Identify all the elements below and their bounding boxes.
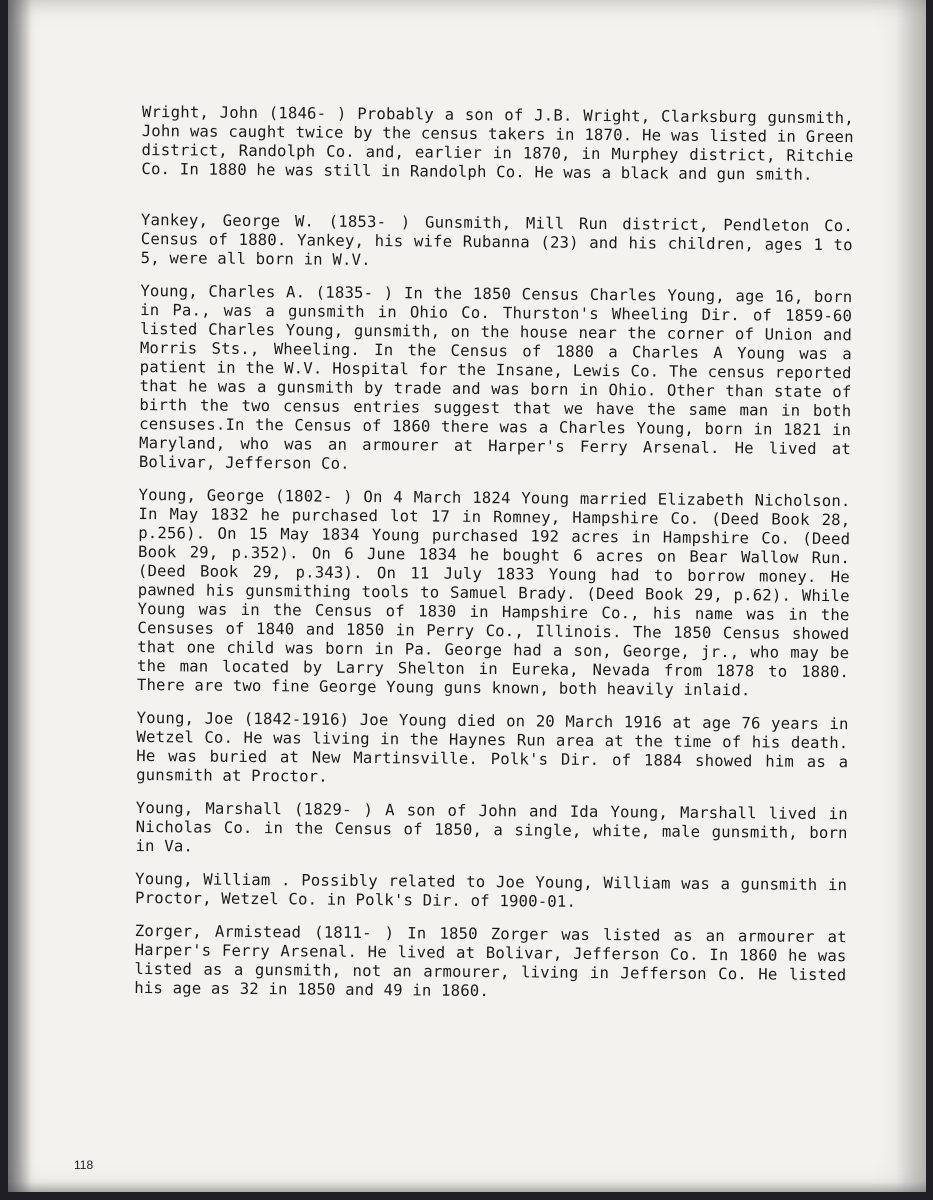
book-page bbox=[8, 0, 926, 1192]
entry-yankey-george: Yankey, George W. (1853- ) Gunsmith, Mill Run district, Pendleton Co. Census of 1880. Yankey, his wife Rubanna (23) and his children, ages 1 to 5, were all born in W.V. bbox=[140, 210, 854, 270]
entry-young-joe: Young, Joe (1842-1916) Joe Young died on 20 March 1916 at age 76 years in Wetzel Co. He was living in the Haynes Run area at the time of his death. He was buried at New Martinsville. Polk's Dir. of 1884 showed him as a gunsmith at Proctor. bbox=[136, 708, 849, 786]
page-body bbox=[134, 103, 854, 1018]
page-edge-shadow bbox=[896, 0, 926, 1192]
binding-shadow bbox=[8, 0, 32, 1192]
entry-young-marshall: Young, Marshall (1829- ) A son of John and Ida Young, Marshall lived in Nicholas Co. in the Census of 1850, a single, white, male gunsmith, born in Va. bbox=[135, 798, 848, 856]
entry-zorger-armistead: Zorger, Armistead (1811- ) In 1850 Zorger was listed as an armourer at Harper's Ferry Arsenal. He lived at Bolivar, Jefferson Co. In 1860 he was listed as a gunsmith, not an armourer, living in Jefferson Co. He listed his age as 32 in 1850 and 49 in 1860. bbox=[134, 921, 847, 1001]
entry-young-william: Young, William . Possibly related to Joe Young, William was a gunsmith in Proctor, Wetzel Co. in Polk's Dir. of 1900-01. bbox=[134, 869, 848, 911]
page-bottom-shadow bbox=[8, 1182, 926, 1192]
page-number: 118 bbox=[74, 1158, 94, 1172]
entry-young-george: Young, George (1802- ) On 4 March 1824 Young married Elizabeth Nicholson. In May 1832 he purchased lot 17 in Romney, Hampshire Co. (Deed Book 28, p.256). On 15 May 1834 Young purchased 192 acres in Hampshire Co. (Deed Book 29, p.352). On 6 June 1834 he bought 6 acres on Bear Wallow Run. (Deed Book 29, p.343). On 11 July 1833 Young had to borrow money. He pawned his gunsmithing tools to Samuel Brady. (Deed Book 29, p.62). While Young was in the Census of 1830 in Hampshire Co., his name was in the Censuses of 1840 and 1850 in Perry Co., Illinois. The 1850 Census showed that one child was born in Pa. George had a son, George, jr., who may be the man located by Larry Shelton in Eureka, Nevada from 1878 to 1880. There are two fine George Young guns known, both heavily inlaid. bbox=[136, 485, 851, 700]
entry-young-charles: Young, Charles A. (1835- ) In the 1850 Census Charles Young, age 16, born in Pa., was a gunsmith in Ohio Co. Thurston's Wheeling Dir. of 1859-60 listed Charles Young, gunsmith, on the house near the corner of Union and Morris Sts., Wheeling. In the Census of 1880 a Charles A Young was a patient in the W.V. Hospital for the Insane, Lewis Co. The census reported that he was a gunsmith by trade and was born in Ohio. Other than state of birth the two census entries suggest that we have the same man in both censuses.In the Census of 1860 there was a Charles Young, born in 1821 in Maryland, who was an armourer at Harper's Ferry Arsenal. He lived at Bolivar, Jefferson Co. bbox=[138, 281, 853, 473]
entry-wright-john: Wright, John (1846- ) Probably a son of J.B. Wright, Clarksburg gunsmith, John was caught twice by the census takers in 1870. He was listed in Green district, Randolph Co. and, earlier in 1870, in Murphey district, Ritchie Co. In 1880 he was still in Randolph Co. He was a black and gun smith. bbox=[141, 103, 854, 184]
